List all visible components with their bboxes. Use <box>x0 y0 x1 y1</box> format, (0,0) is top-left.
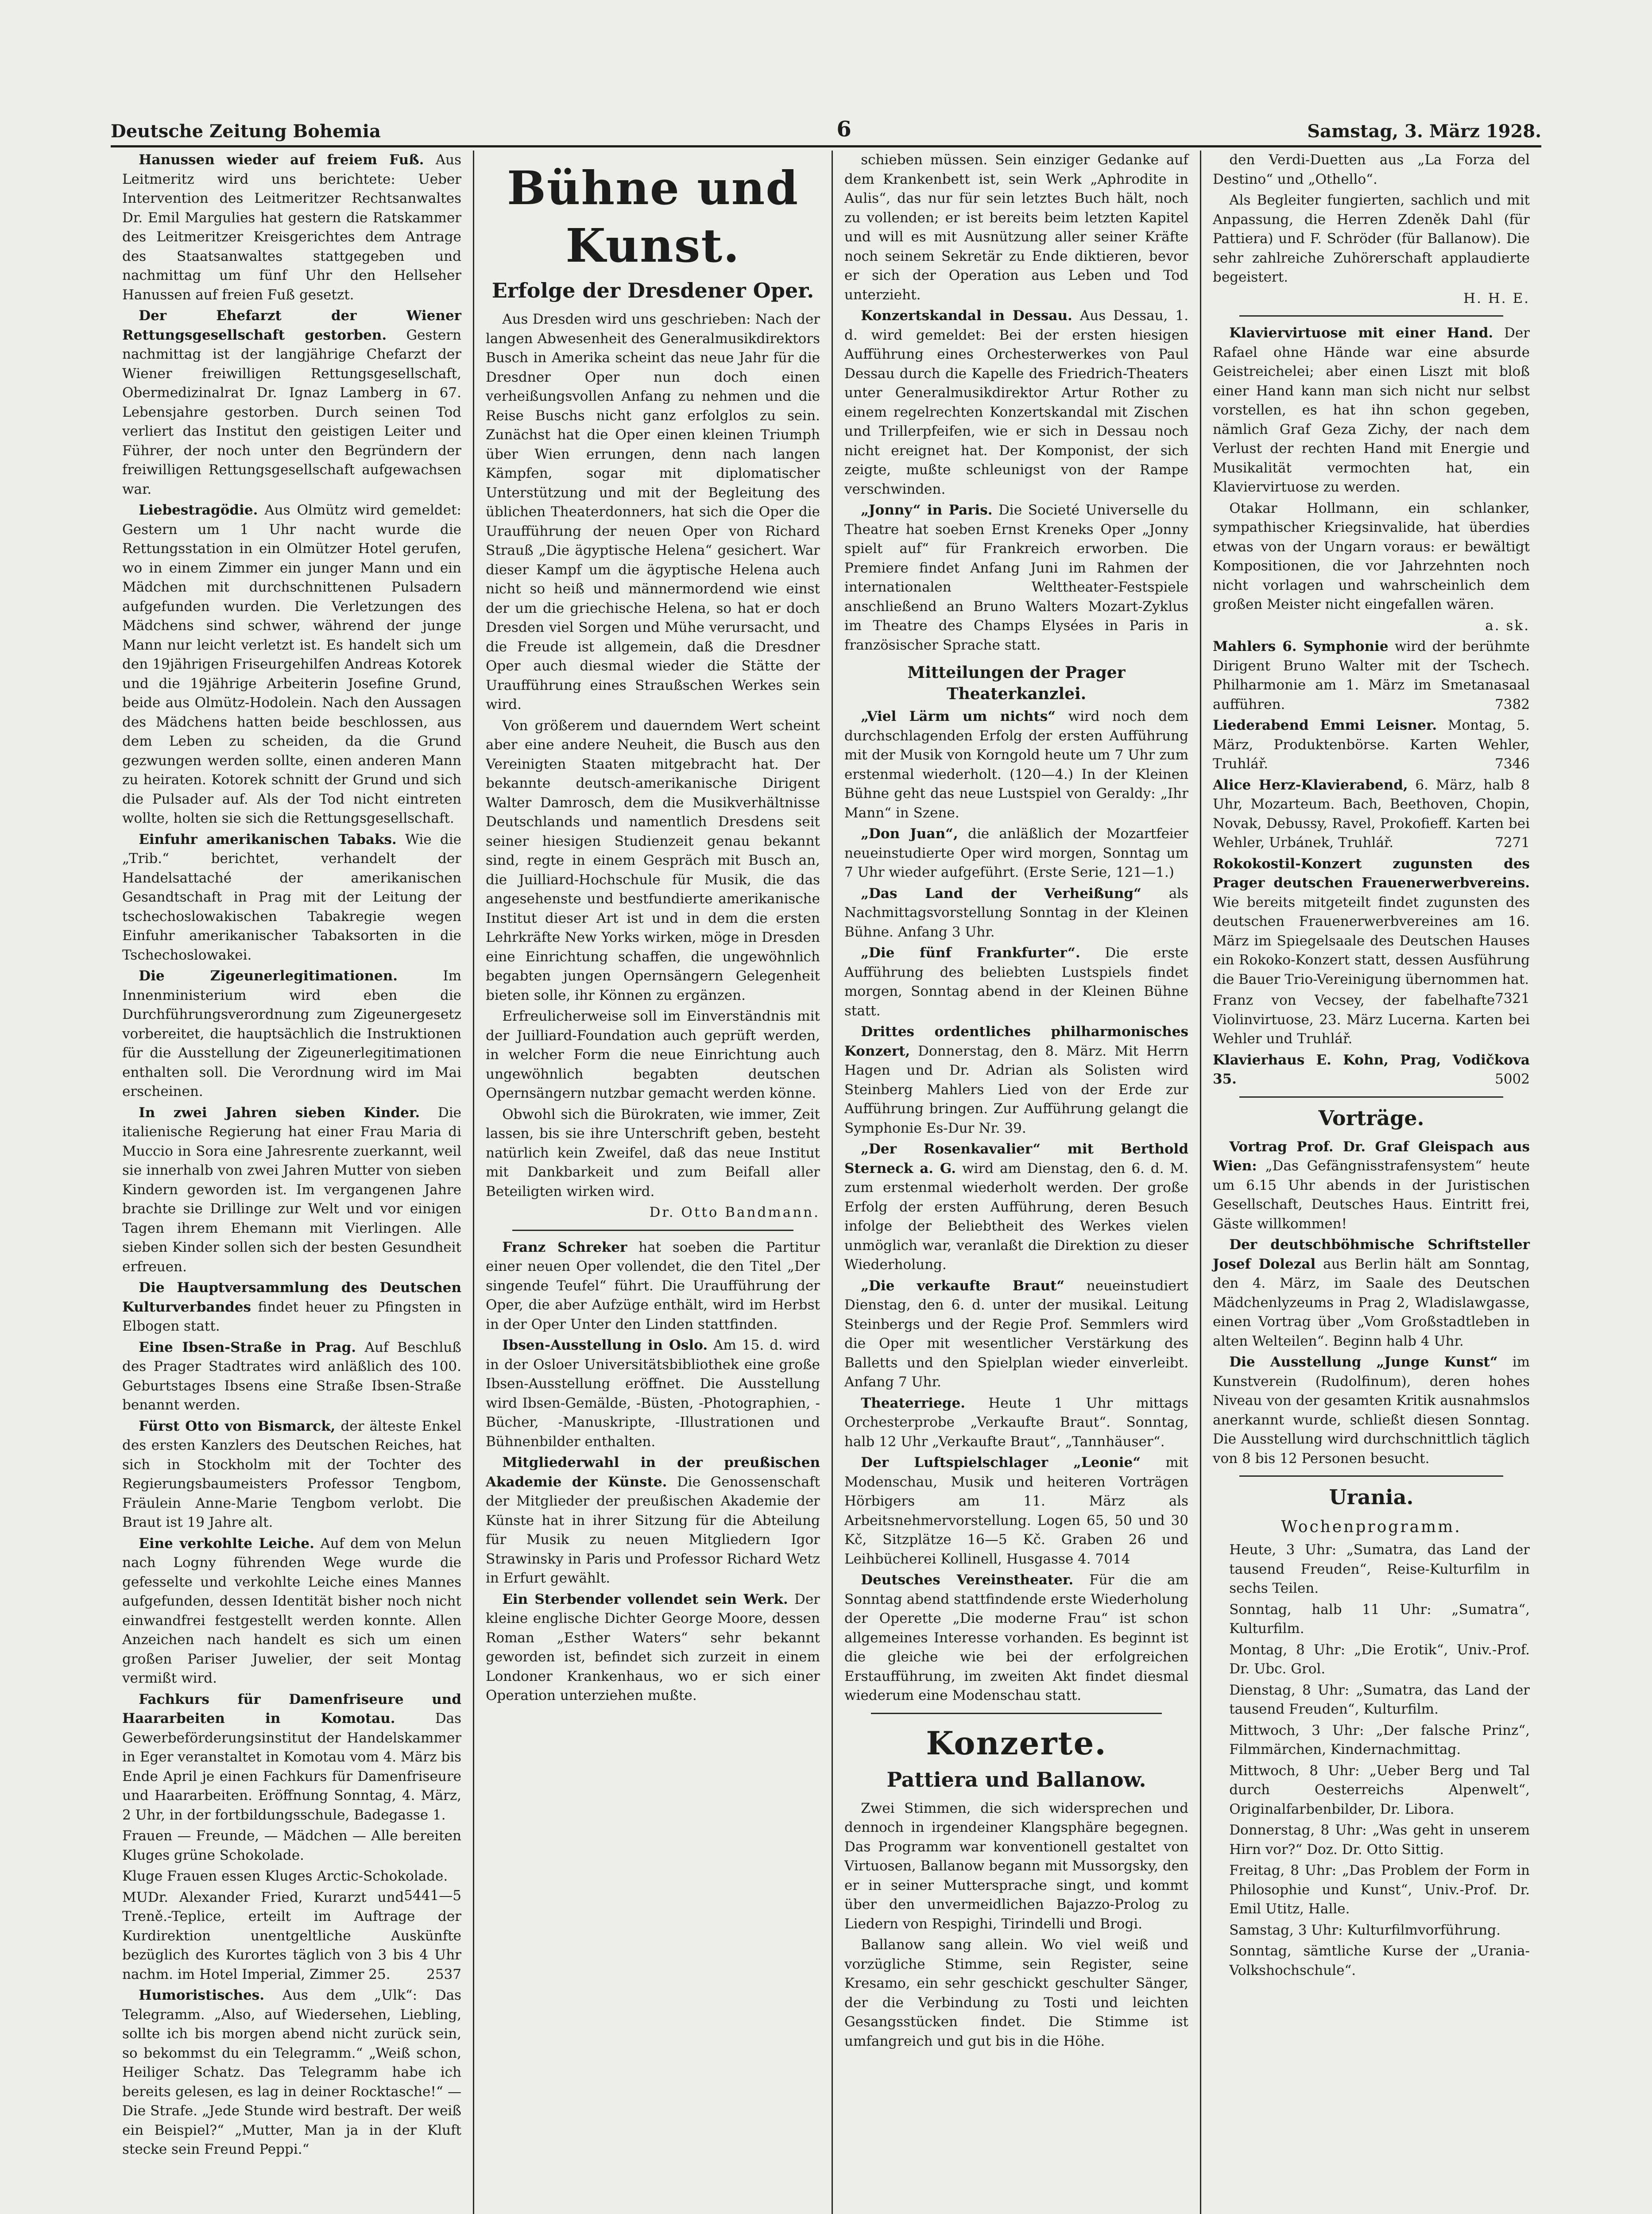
program-item: Sonntag, halb 11 Uhr: „Sumatra“, Kulturfilm. <box>1229 1601 1530 1637</box>
subsection-title: Mitteilungen der Prager Theaterkanzlei. <box>907 663 1126 703</box>
advert-number: 7014 <box>1095 1551 1130 1567</box>
article-paragraph: den Verdi-Duetten aus „La Forza del Destino“ und „Othello“. <box>1213 152 1530 187</box>
program-item: Donnerstag, 8 Uhr: „Was geht in unserem Hirn vor?“ Doz. Dr. Otto Sittig. <box>1229 1822 1530 1858</box>
advert <box>1213 637 1530 714</box>
news-lead: Die Zigeunerlegitimationen. <box>139 968 398 984</box>
news-lead: Ibsen-Ausstellung in Oslo. <box>502 1337 708 1353</box>
news-text: mit Modenschau, Musik und heiteren Vorträgen Hörbigers am 11. März als Arbeitsnehmervorstellung. Logen 65, 50 und 30 Kč, Sitzplätze 16—5 Kč. Graben 26 und Leihbücherei Kollinell, Husgasse 4. <box>844 1455 1188 1567</box>
news-text: Die italienische Regierung hat einer Frau Maria di Muccio in Sora eine Jahresrente zuerkannt, weil sie innerhalb von zwei Jahren Mutter von sieben Kindern geworden ist. Im vergangenen Jahre brachte sie Drillinge zur Welt und vor einigen Tagen ihrem Ehemann mit Vierlingen. Alle sieben Kinder sollen sich der besten Gesundheit erfreuen. <box>122 1104 461 1275</box>
news-text: Für die am Sonntag abend stattfindende erste Wiederholung der Operette „Die moderne Frau“ ist schon allgemeines Interesse vorhanden. Es beginnt ist die gleiche wie bei der erfolgreichen Erstaufführung, im zweiten Akt findet diesmal wiederum eine Modenschau statt. <box>844 1572 1189 1703</box>
column-2 <box>473 151 832 2214</box>
news-text: Wie die „Trib.“ berichtet, verhandelt der Handelsattaché der amerikanischen Gesandtschaft in Prag mit der Leitung der tschechoslowakischen Tabakregie wegen Einfuhr amerikanischer Tabaksorten in die Tschechoslowakei. <box>122 831 461 963</box>
news-text: Aus dem „Ulk“: Das Telegramm. „Also, auf Wiedersehen, Liebling, sollte ich bis morgen abend nicht zurück sein, so bekommst du ein Telegramm.“ „Weiß schon, Heiliger Schatz. Das Telegramm habe ich bereits gelesen, es lag in deiner Rocktasche!“ — Die Strafe. „Jede Stunde wird bestraft. Der weiß ein Beispiel?“ „Mutter, Man ja in der Kluft stecke sein Freund Peppi.“ <box>122 1987 461 2157</box>
news-item <box>486 1590 820 1706</box>
article-paragraph: Erfreulicherweise soll im Einverständnis mit der Juilliard-Foundation auch geprüft werden, in welcher Form die neue Einrichtung auch ungewöhnlich begabten deutschen Opernsängern nutzbar gemacht werden könne. <box>486 1008 820 1101</box>
advert-lead: Liederabend Emmi Leisner. <box>1213 717 1437 733</box>
news-text: Auf dem von Melun nach Logny führenden Wege wurde die gefesselte und verkohlte Leiche eines Mannes aufgefunden, dessen Identität bisher noch nicht einwandfrei festgestellt werden konnte. Allen Anzeichen nach handelt es sich um einen großen Pariser Juwelier, der seit Montag vermißt wird. <box>122 1535 461 1686</box>
news-text: Am 15. d. wird in der Osloer Universitätsbibliothek eine große Ibsen-Ausstellung eröffnet. Die Ausstellung wird Ibsen-Gemälde, -Büsten, -Photographien, -Bücher, -Manuskripte, -Illustrationen und Bühnenbilder enthalten. <box>486 1337 820 1450</box>
news-item <box>122 501 461 828</box>
news-text: neueinstudiert Dienstag, den 6. d. unter der musikal. Leitung Steinbergs und der Regie Prof. Semmlers wird die Oper mit wesentlicher Verstärkung des Balletts und den Spielplan wieder einverleibt. Anfang 7 Uhr. <box>844 1277 1188 1390</box>
news-lead: In zwei Jahren sieben Kinder. <box>139 1104 420 1121</box>
news-lead: Eine verkohlte Leiche. <box>139 1535 314 1552</box>
issue-date: Samstag, 3. März 1928. <box>1307 121 1541 142</box>
program-item: Sonntag, sämtliche Kurse der „Urania-Volkshochschule“. <box>1229 1943 1530 1978</box>
page-number: 6 <box>836 117 851 142</box>
article-paragraph: Aus Dresden wird uns geschrieben: Nach der langen Abwesenheit des Generalmusikdirektors Busch in Amerika scheint das neue Jahr für die Dresdner Oper nun doch einen verheißungsvollen Anfang zu nehmen und die Reise Buschs nicht ganz erfolglos zu sein. Zunächst hat die Oper einen kleinen Triumph über Wien errungen, denn nach langen Kämpfen, sogar mit diplomatischer Unterstützung und mit der Begleitung des üblichen Theaterdonners, hat sich die Oper die Uraufführung der neuen Oper von Richard Strauß „Die ägyptische Helena“ gesichert. War dieser Kampf um die ägyptische Helena auch nicht so heiß und männermordend wie einst der um die griechische Helena, so hat er doch Dresden viel Sorgen und Mühe verursacht, und die Freude ist allgemein, daß die Dresdner Oper auch diesmal wieder die Stätte der Uraufführung eines Straußschen Werkes sein wird. <box>486 311 820 712</box>
news-text: wird noch dem durchschlagenden Erfolg der ersten Aufführung mit der Musik von Korngold heute um 7 Uhr zum erstenmal wiederholt. (120—4.) In der Kleinen Bühne geht das neue Lustspiel von Geraldy: „Ihr Mann“ in Szene. <box>844 708 1188 821</box>
news-lead: „Die verkaufte Braut“ <box>861 1277 1065 1294</box>
section-title: Konzerte. <box>926 1724 1107 1762</box>
news-lead: Liebestragödie. <box>139 502 258 518</box>
advert-text: 6. März, halb 8 Uhr, Mozarteum. Bach, Beethoven, Chopin, Novak, Debussy, Ravel, Prokofieff. Karten bei Wehler, Urbánek, Truhlář. <box>1213 777 1530 851</box>
news-item <box>486 1238 820 1335</box>
news-text: Die Societé Universelle du Theatre hat soeben Ernst Kreneks Oper „Jonny spielt auf“ für Frankreich erworben. Die Premiere findet Anfang Juni im Rahmen der internationalen Welttheater-Festspiele anschließend an Bruno Walters Mozart-Zyklus im Theatre des Champs Elysées in Paris in französischer Sprache statt. <box>844 502 1188 653</box>
advert-lead: Mahlers 6. Symphonie <box>1213 639 1389 654</box>
divider <box>1239 1475 1503 1477</box>
news-text: Aus Dessau, 1. d. wird gemeldet: Bei der ersten hiesigen Aufführung eines Orchesterwerkes von Paul Dessau durch die Kapelle des Friedrich-Theaters unter Generalmusikdirektor Artur Rother zu einem regelrechten Konzertskandal mit Zischen und Trillerpfeifen, wie er sich in Dessau noch nicht ereignet hat. Der Komponist, der sich zeigte, mußte schleunigst von der Rampe verschwinden. <box>844 308 1188 497</box>
news-lead: „Viel Lärm um nichts“ <box>861 708 1056 724</box>
article-paragraph: Obwohl sich die Bürokraten, wie immer, Zeit lassen, bis sie ihre Unterschrift geben, besteht natürlich kein Zweifel, daß das neue Institut mit Dankbarkeit und zum Beifall aller Beteiligten wirken wird. <box>486 1106 820 1200</box>
article-signature: H. H. E. <box>1463 290 1530 306</box>
article-paragraph: schieben müssen. Sein einziger Gedanke auf dem Krankenbett ist, sein Werk „Aphrodite in Aulis“, das nur für sein letztes Buch hält, noch zu vollenden; er ist bereits beim letzten Kapitel und will es mit Ausnützung aller seiner Kräfte noch seinem Sekretär zu Ende diktieren, bevor er sich der Operation aus Leben und Tod unterzieht. <box>844 152 1188 303</box>
program-item: Dienstag, 8 Uhr: „Sumatra, das Land der tausend Freuden“, Kulturfilm. <box>1229 1682 1530 1717</box>
article-paragraph: Als Begleiter fungierten, sachlich und mit Anpassung, die Herren Zdeněk Dahl (für Pattiera) und F. Schröder (für Ballanow). Die sehr zahlreiche Zuhörerschaft applaudierte begeistert. <box>1213 192 1530 285</box>
column-1 <box>111 151 473 2214</box>
news-lead: Einfuhr amerikanischen Tabaks. <box>139 831 397 848</box>
news-item <box>844 1140 1188 1275</box>
news-item <box>122 1534 461 1688</box>
news-lead: Vortrag Prof. Dr. Graf Gleispach aus Wien: <box>1213 1138 1530 1174</box>
article-columns <box>111 151 1541 2214</box>
advert-number: 5441—5 <box>404 1887 461 1904</box>
news-item <box>1213 324 1530 497</box>
section-title: Vorträge. <box>1318 1106 1424 1130</box>
program-item: Samstag, 3 Uhr: Kulturfilmvorführung. <box>1229 1922 1501 1938</box>
news-item <box>844 944 1188 1021</box>
news-text: Die Genossenschaft der Mitglieder der preußischen Akademie der Künste hat in ihrer Sitzung für die Abteilung für Musik zu neuen Mitgliedern Igor Strawinsky in Paris und Professor Richard Wetz in Erfurt gewählt. <box>486 1474 820 1586</box>
news-item <box>122 1690 461 1825</box>
advert-text: Kluge Frauen essen Kluges Arctic-Schokolade. <box>122 1868 448 1884</box>
news-lead: Deutsches Vereinstheater. <box>861 1572 1074 1588</box>
program-item: Mittwoch, 3 Uhr: „Der falsche Prinz“, Filmmärchen, Kindernachmittag. <box>1229 1722 1530 1757</box>
news-lead: Die Hauptversammlung des Deutschen Kulturverbandes <box>122 1280 461 1315</box>
news-lead: Mitgliederwahl in der preußischen Akademie der Künste. <box>486 1455 820 1490</box>
news-lead: Klaviervirtuose mit einer Hand. <box>1229 325 1493 341</box>
program-item: Heute, 3 Uhr: „Sumatra, das Land der tausend Freuden“, Reise-Kulturfilm in sechs Teilen. <box>1229 1542 1530 1596</box>
news-item <box>122 1278 461 1336</box>
news-lead: „Don Juan“, <box>861 826 958 842</box>
news-lead: Der Ehefarzt der Wiener Rettungsgesellschaft gestorben. <box>122 308 461 343</box>
news-item <box>486 1453 820 1588</box>
news-lead: „Der Rosenkavalier“ mit Berthold Sterneck a. G. <box>844 1141 1188 1177</box>
news-lead: Eine Ibsen-Straße in Prag. <box>139 1339 356 1355</box>
article-paragraph: Ballanow sang allein. Wo viel weiß und vorzügliche Stimme, sein Register, seine Kresamo, ein sehr geschickt geschulter Sänger, der die Verbindung zu Tosti und leichten Gesangsstücken findet. Die Stimme ist umfangreich und gut bis in die Höhe. <box>844 1937 1188 2049</box>
news-text: Gestern nachmittag ist der langjährige Chefarzt der Wiener freiwilligen Rettungsgesellschaft, Obermedizinalrat Dr. Ignaz Lamberg in 67. Lebensjahre gestorben. Durch seinen Tod verliert das Institut den geistigen Leiter und Führer, der noch unter den Begründern der freiwilligen Rettungsgesellschaft aufgewachsen war. <box>122 327 461 497</box>
news-item <box>122 151 461 305</box>
running-header <box>111 115 1541 147</box>
news-text: aus Berlin hält am Sonntag, den 4. März, im Saale des Deutschen Mädchenlyzeums in Prag 2, Wladislawgasse, einen Vortrag über „Vom Großstadtleben in alten Welteilen“. Beginn halb 4 Uhr. <box>1213 1256 1530 1349</box>
column-4 <box>1200 151 1541 2214</box>
news-lead: Drittes ordentliches philharmonisches Konzert, <box>844 1024 1188 1059</box>
section-title: Urania. <box>1329 1485 1414 1509</box>
news-text: Auf Beschluß des Prager Stadtrates wird anläßlich des 100. Geburtstages Ibsens eine Straße Ibsen-Straße benannt werden. <box>122 1339 461 1413</box>
news-item <box>844 1394 1188 1452</box>
news-lead: „Die fünf Frankfurter“. <box>861 945 1080 961</box>
news-item <box>122 1986 461 2160</box>
advert-text: Wie bereits mitgeteilt findet zugunsten des deutschen Frauenerwerbvereines am 16. März im Spiegelsaale des Deutschen Hauses ein Rokoko-Konzert statt, dessen Ausführung die Bauer Trio-Vereinigung übernommen hat. <box>1213 894 1530 987</box>
news-text: Die erste Aufführung des beliebten Lustspiels findet morgen, Sonntag abend in der Kleinen Bühne statt. <box>844 945 1188 1019</box>
news-item <box>122 967 461 1102</box>
news-text: Im Innenministerium wird eben die Durchführungsverordnung zum Zigeunergesetz vorbereitet, die hauptsächlich die Instruktionen für die Ausstellung der Zigeunerlegitimationen enthalten soll. Die Verordnung wird im Mai erscheinen. <box>122 968 461 1099</box>
advert <box>1213 776 1530 853</box>
news-text: findet heuer zu Pfingsten in Elbogen statt. <box>122 1299 461 1334</box>
news-lead: Theaterriege. <box>861 1395 966 1411</box>
article-title: Erfolge der Dresdener Oper. <box>491 279 814 302</box>
advert <box>1213 855 1530 1006</box>
divider <box>512 1230 793 1231</box>
article-paragraph: Zwei Stimmen, die sich widersprechen und dennoch in irgendeiner Klangsphäre begegnen. Das Programm war konventionell gestaltet von Virtuosen, Ballanow begann mit Mussorgsky, den er in seiner Muttersprache singt, und kommt über den unvermeidlichen Bajazzo-Prolog zu Liedern von Respighi, Tirindelli und Brogi. <box>844 1800 1188 1932</box>
news-text: der älteste Enkel des ersten Kanzlers des Deutschen Reiches, hat sich in Stockholm mit der Tochter des Regierungsbaumeisters Professor Tengbom, Fräulein Anne-Marie Tengbom verlobt. Die Braut ist 19 Jahre alt. <box>122 1418 461 1530</box>
news-item <box>844 1277 1188 1392</box>
news-item <box>122 1417 461 1533</box>
news-text: die anläßlich der Mozartfeier neueinstudierte Oper wird morgen, Sonntag um 7 Uhr wieder aufgeführt. (Erste Serie, 121—1.) <box>844 826 1188 880</box>
news-text: Donnerstag, den 8. März. Mit Herrn Hagen und Dr. Adrian als Solisten wird Steinberg Mahlers Lied von der Erde zur Aufführung bringen. Zur Aufführung gelangt die Symphonie Es-Dur Nr. 39. <box>844 1043 1188 1136</box>
news-lead: Konzertskandal in Dessau. <box>861 308 1072 324</box>
advert <box>1213 716 1530 774</box>
news-lead: Die Ausstellung „Junge Kunst“ <box>1229 1354 1498 1370</box>
news-item <box>844 884 1188 942</box>
news-item <box>844 1571 1188 1706</box>
advert-number: 7346 <box>1495 756 1530 772</box>
advert-number: 7382 <box>1495 696 1530 712</box>
advert-number: 7321 <box>1495 991 1530 1006</box>
news-item <box>122 1338 461 1415</box>
advert <box>122 1867 461 1904</box>
advert: Frauen — Freunde, — Mädchen — Alle bereiten Kluges grüne Schokolade. <box>122 1828 461 1863</box>
news-item <box>122 830 461 965</box>
advert-number: 5002 <box>1495 1071 1530 1087</box>
news-text: als Nachmittagsvorstellung Sonntag in der Kleinen Bühne. Anfang 3 Uhr. <box>844 885 1188 940</box>
news-text: „Das Gefängnisstrafensystem“ heute um 6.15 Uhr abends in der Juristischen Gesellschaft, Deutsches Haus. Eintritt frei, Gäste willkommen! <box>1213 1158 1530 1232</box>
news-text: im Kunstverein (Rudolfinum), deren hohes Niveau von der gesamten Kritik ausnahmslos anerkannt wurde, schließt diesen Sonntag. Die Ausstellung wird durchschnittlich täglich von 8 bis 12 Personen besucht. <box>1213 1354 1530 1467</box>
article-paragraph: Von größerem und dauerndem Wert scheint aber eine andere Neuheit, die Busch aus den Vereinigten Staaten mitgebracht hat. Der bekannte deutsch-amerikanische Dirigent Walter Damrosch, dem die Musikverhältnisse Deutschlands und namentlich Dresdens seit seiner hiesigen Studienzeit genau bekannt sind, regte in einem Gespräch mit Busch an, die Juilliard-Hochschule für Musik, die das angesehenste und bestfundierte amerikanische Institut dieser Art ist und in dem die ersten Lehrkräfte New Yorks wirken, möge in Dresden eine Einrichtung schaffen, die ungewöhnlich begabten jungen Opernsängern Gelegenheit bieten solle, ihr Können zu ergänzen. <box>486 717 820 1003</box>
advert-number: 2537 <box>426 1966 461 1982</box>
program-item: Montag, 8 Uhr: „Die Erotik“, Univ.-Prof. Dr. Ubc. Grol. <box>1229 1641 1530 1677</box>
news-lead: Hanussen wieder auf freiem Fuß. <box>139 152 424 168</box>
news-text: Heute 1 Uhr mittags Orchesterprobe „Verkaufte Braut“. Sonntag, halb 12 Uhr „Verkaufte Braut“, „Tannhäuser“. <box>844 1395 1188 1450</box>
news-text: hat soeben die Partitur einer neuen Oper vollendet, die den Titel „Der singende Teufel“ führt. Die Uraufführung der Oper, die aber Aufzüge enthält, wird im Herbst in der Oper Unter den Linden stattfinden. <box>486 1239 820 1332</box>
divider <box>1239 315 1503 317</box>
advert-lead: Rokokostil-Konzert zugunsten des Prager deutschen Frauenerwerbvereins. <box>1213 855 1530 891</box>
news-item <box>1213 1138 1530 1234</box>
program-item: Mittwoch, 8 Uhr: „Ueber Berg und Tal durch Oesterreichs Alpenwelt“, Originalfarbenbilder, Dr. Libora. <box>1229 1762 1530 1817</box>
divider <box>871 1713 1162 1714</box>
news-item <box>122 1103 461 1277</box>
news-lead: Franz Schreker <box>502 1239 627 1255</box>
advert-number: 7271 <box>1495 835 1530 851</box>
news-lead: Der deutschböhmische Schriftsteller Josef Dolezal <box>1213 1237 1530 1272</box>
program-item: Freitag, 8 Uhr: „Das Problem der Form in Philosophie und Kunst“, Univ.-Prof. Dr. Emil Utitz, Halle. <box>1229 1862 1530 1917</box>
news-lead: Ein Sterbender vollendet sein Werk. <box>502 1591 788 1607</box>
news-text: wird am Dienstag, den 6. d. M. zum erstenmal wiederholt werden. Der große Erfolg der ersten Aufführung, deren Besuch infolge der Beliebtheit des Werkes vielen unmöglich war, veranlaßt die Direktion zu dieser Wiederholung. <box>844 1160 1188 1273</box>
news-lead: Der Luftspielschlager „Leonie“ <box>861 1455 1141 1471</box>
article-signature: Dr. Otto Bandmann. <box>649 1204 820 1220</box>
masthead-title: Deutsche Zeitung Bohemia <box>111 121 381 142</box>
news-item <box>844 1453 1188 1569</box>
news-item <box>844 707 1188 823</box>
advert: Franz von Vecsey, der fabelhafte Violinvirtuose, 23. März Lucerna. Karten bei Wehler und Truhlář. <box>1213 992 1530 1047</box>
program-title: Wochenprogramm. <box>1281 1518 1462 1536</box>
news-item <box>1213 1353 1530 1468</box>
news-item <box>122 306 461 499</box>
news-lead: „Das Land der Verheißung“ <box>861 885 1141 902</box>
advert-text: wird der berühmte Dirigent Bruno Walter mit der Tschech. Philharmonie am 1. März im Smetanasaal aufführen. <box>1213 639 1530 712</box>
news-item <box>844 824 1188 883</box>
article-paragraph: Otakar Hollmann, ein schlanker, sympathischer Kriegsinvalide, hat überdies etwas von der Ungarn voraus: er bewältigt Kompositionen, die vor Jahrzehnten noch nicht vorlagen und wahrscheinlich dem großen Meister nicht eingefallen wären. <box>1213 500 1530 612</box>
news-lead: „Jonny“ in Paris. <box>861 502 993 518</box>
news-lead: Fürst Otto von Bismarck, <box>139 1418 336 1434</box>
advert <box>1213 1051 1530 1089</box>
advert-text: MUDr. Alexander Fried, Kurarzt und Treně.-Teplice, erteilt im Auftrage der Kurdirektion unentgeltliche Auskünfte bezüglich des Kurortes täglich von 3 bis 4 Uhr nachm. im Hotel Imperial, Zimmer 25. <box>122 1889 461 1982</box>
advert-text: Montag, 5. März, Produktenbörse. Karten Wehler, Truhlář. <box>1213 717 1530 772</box>
advert-text: Klavierhaus E. Kohn, Prag, Vodičkova 35. <box>1213 1052 1530 1087</box>
news-text: Der kleine englische Dichter George Moore, dessen Roman „Esther Waters“ sehr bekannt geworden ist, befindet sich zurzeit in einem Londoner Krankenhaus, wo er sich einer Operation unterziehen mußte. <box>486 1591 820 1703</box>
divider <box>1239 1096 1503 1098</box>
section-title: Bühne und Kunst. <box>507 161 799 273</box>
news-text: Aus Leitmeritz wird uns berichtete: Ueber Intervention des Leitmeritzer Rechtsanwaltes Dr. Emil Margulies hat gestern die Ratskammer des Leitmeritzer Kreisgerichtes dem Antrage des Staatsanwaltes stattgegeben und nachmittag um fünf Uhr den Hellseher Hanussen auf freien Fuß gesetzt. <box>122 152 461 303</box>
article-title: Pattiera und Ballanow. <box>886 1767 1146 1792</box>
news-text: Aus Olmütz wird gemeldet: Gestern um 1 Uhr nacht wurde die Rettungsstation in ein Olmützer Hotel gerufen, wo in einem Zimmer ein junger Mann und ein Mädchen mit durchschnittenen Pulsadern aufgefunden wurden. Die Verletzungen des Mädchens sind schwer, während der junge Mann nur leicht verletzt ist. Es handelt sich um den 19jährigen Friseurgehilfen Andreas Kotorek und die 19jährige Arbeiterin Josefine Grund, beide aus Olmütz-Hodolein. Nach den Aussagen des Mädchens hatten beide beschlossen, aus dem Leben zu scheiden, da die Grund gezwungen werden sollte, einen anderen Mann zu heiraten. Kotorek schnitt der Grund und sich die Pulsader auf. Als der Tod nicht eintreten wollte, holten sie sich die Rettungsgesellschaft. <box>122 502 461 826</box>
news-item <box>1213 1235 1530 1351</box>
news-item <box>844 501 1188 655</box>
news-lead: Humoristisches. <box>139 1987 264 2003</box>
article-signature: a. sk. <box>1485 617 1530 634</box>
advert-lead: Alice Herz-Klavierabend, <box>1213 777 1408 793</box>
news-text: Der Rafael ohne Hände war eine absurde Geistreichelei; aber einen Liszt mit bloß einer Hand kann man sich nicht nur selbst vorstellen, es hat ihn schon gegeben, nämlich Graf Geza Zichy, der nach dem Verlust der rechten Hand mit Energie und Musikalität vermochten hat, ein Klaviervirtuose zu werden. <box>1213 325 1530 495</box>
column-3 <box>832 151 1200 2214</box>
news-item <box>844 306 1188 499</box>
news-item <box>844 1022 1188 1138</box>
news-item <box>486 1336 820 1451</box>
news-text: Das Gewerbeförderungsinstitut der Handelskammer in Eger veranstaltet in Komotau vom 4. März bis Ende April je einen Fachkurs für Damenfriseure und Haararbeiten. Eröffnung Sonntag, 4. März, 2 Uhr, in der fortbildungsschule, Badegasse 1. <box>122 1711 461 1823</box>
news-lead: Fachkurs für Damenfriseure und Haararbeiten in Komotau. <box>122 1691 461 1726</box>
